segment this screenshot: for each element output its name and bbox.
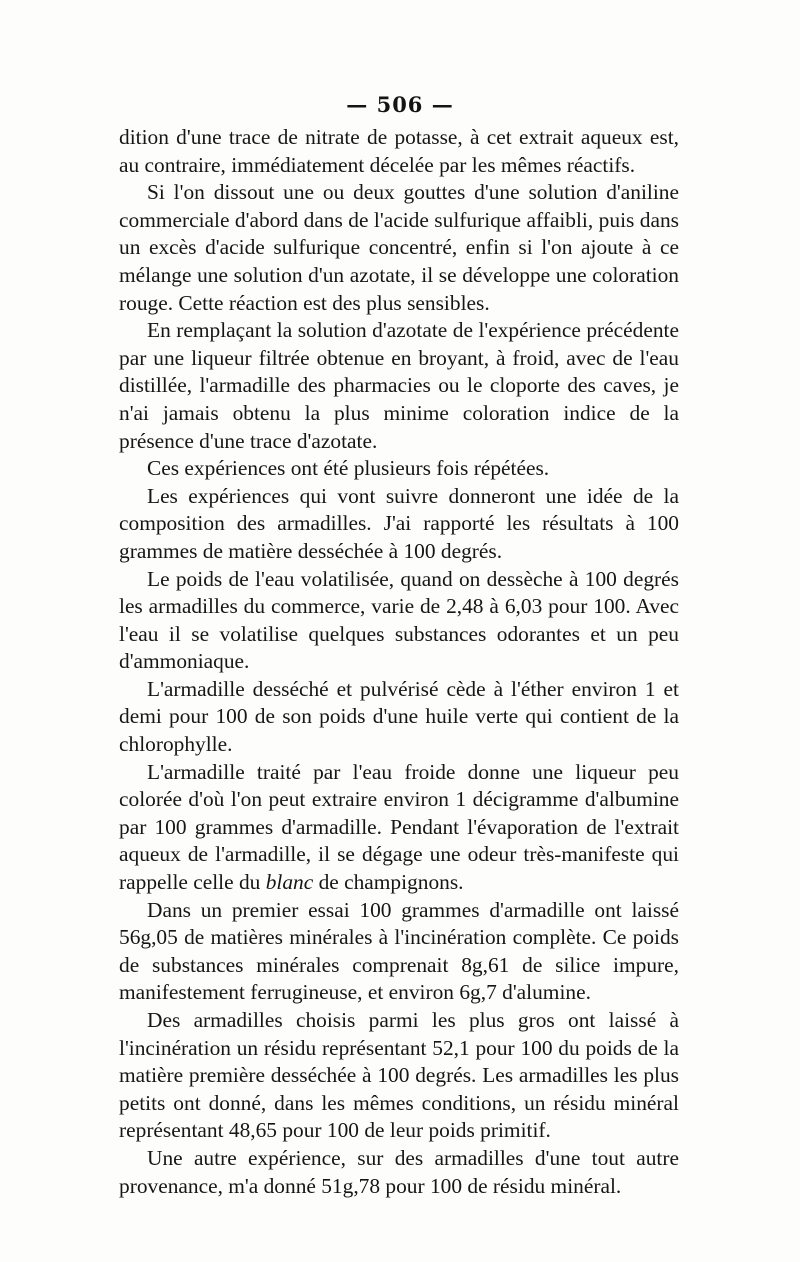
paragraph-3: En remplaçant la solution d'azotate de l'expérience précédente par une liqueur filtrée obtenue en broyant, à froid, avec de l'eau distillée, l'armadille des pharmacies ou le cloporte des caves, je n'ai jamais obtenu la plus minime coloration indice de la présence d'une trace d'azotate. xyxy=(119,318,679,453)
paragraph-8 xyxy=(119,759,679,897)
paragraph-7: L'armadille desséché et pulvérisé cède à l'éther environ 1 et demi pour 100 de son poids d'une huile verte qui contient de la chlorophylle. xyxy=(119,676,679,757)
paragraph-8-italic-word: blanc xyxy=(265,870,314,895)
paragraph-6: Le poids de l'eau volatilisée, quand on dessèche à 100 degrés les armadilles du commerce, varie de 2,48 à 6,03 pour 100. Avec l'eau il se volatilise quelques substances odorantes et un peu d'ammoniaque. xyxy=(119,566,679,674)
paragraph-5: Les expériences qui vont suivre donneront une idée de la composition des armadilles. J'ai rapporté les résultats à 100 grammes de matière desséchée à 100 degrés. xyxy=(119,483,679,563)
paragraph-11: Une autre expérience, sur des armadilles d'une tout autre provenance, m'a donné 51g,78 pour 100 de résidu minéral. xyxy=(119,1145,679,1198)
paragraph-1: dition d'une trace de nitrate de potasse, à cet extrait aqueux est, au contraire, immédiatement décelée par les mêmes réactifs. xyxy=(119,125,679,177)
paragraph-10: Des armadilles choisis parmi les plus gros ont laissé à l'incinération un résidu représentant 52,1 pour 100 du poids de la matière première desséchée à 100 degrés. Les armadilles les plus petits ont donné, dans les mêmes conditions, un résidu minéral représentant 48,65 pour 100 de leur poids primitif. xyxy=(119,1008,679,1143)
paragraph-2: Si l'on dissout une ou deux gouttes d'une solution d'aniline commerciale d'abord dans de l'acide sulfurique affaibli, puis dans un excès d'acide sulfurique concentré, enfin si l'on ajoute à ce mélange une solution d'un azotate, il se développe une coloration rouge. Cette réaction est des plus sensibles. xyxy=(119,180,679,315)
body-text xyxy=(119,124,679,1200)
page-number: — 506 — xyxy=(346,92,454,117)
paragraph-8-text-before: L'armadille traité par l'eau froide donne une liqueur peu colorée d'où l'on peut extraire environ 1 décigramme d'albumine par 100 grammes d'armadille. Pendant l'évaporation de l'extrait aqueux de l'armadille, il se dégage une odeur très-manifeste qui rappelle celle du xyxy=(119,759,679,895)
paragraph-4: Ces expériences ont été plusieurs fois répétées. xyxy=(147,456,550,481)
paragraph-8-text-after: de champignons. xyxy=(313,870,464,895)
paragraph-9: Dans un premier essai 100 grammes d'armadille ont laissé 56g,05 de matières minérales à l'incinération complète. Ce poids de substances minérales comprenait 8g,61 de silice impure, manifestement ferrugineuse, et environ 6g,7 d'alumine. xyxy=(119,897,679,1005)
